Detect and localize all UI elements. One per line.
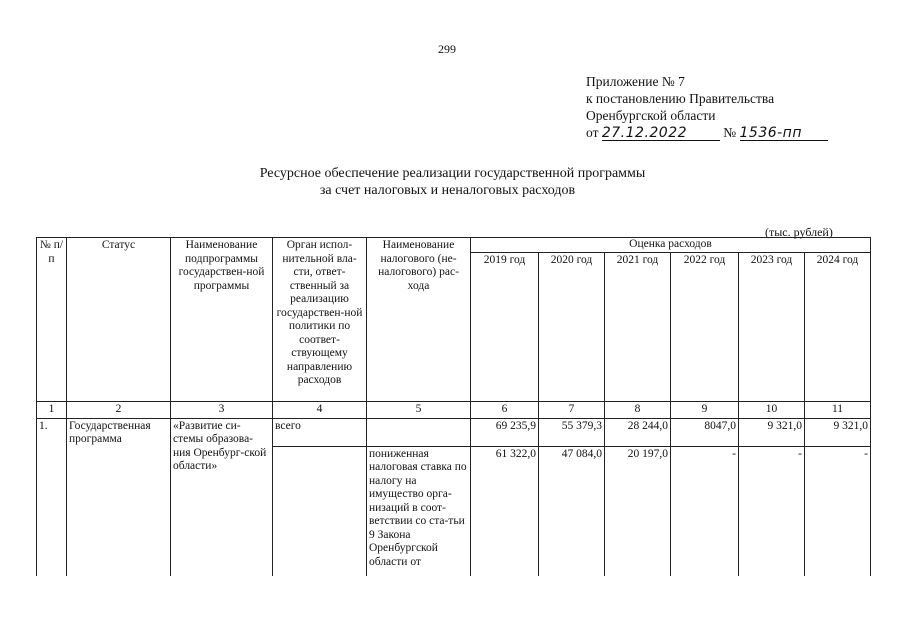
column-number: 5 [367, 402, 471, 419]
value-2020: 55 379,3 [539, 418, 605, 446]
value-2020: 47 084,0 [539, 446, 605, 576]
column-number: 11 [805, 402, 871, 419]
handwritten-number: 1536-пп [739, 125, 802, 141]
title-line-2: за счет налоговых и неналоговых расходов [319, 183, 576, 198]
row-subprogram: «Развитие си-стемы образова-ния Оренбург-ской области» [171, 418, 273, 576]
header-status: Статус [67, 238, 171, 402]
column-number: 1 [37, 402, 67, 419]
units-label: (тыс. рублей) [765, 225, 833, 239]
header-year-2022: 2022 год [671, 253, 739, 402]
header-subprogram: Наименование подпрограммы государствен-ной программы [171, 238, 273, 402]
header-year-2021: 2021 год [605, 253, 671, 402]
appendix-date-line [586, 124, 828, 141]
value-2022: - [671, 446, 739, 576]
row-expense-name [367, 418, 471, 446]
header-estimate: Оценка расходов [471, 238, 871, 253]
page-number: 299 [438, 42, 456, 56]
header-year-2019: 2019 год [471, 253, 539, 402]
value-2024: - [805, 446, 871, 576]
header-num: № п/п [37, 238, 67, 402]
value-2024: 9 321,0 [805, 418, 871, 446]
header-year-2023: 2023 год [739, 253, 805, 402]
row-status: Государственная программа [67, 418, 171, 576]
appendix-region: Оренбургской области [586, 108, 716, 123]
date-prefix: от [586, 125, 599, 140]
resource-table [36, 237, 871, 576]
column-number-row [37, 402, 871, 419]
column-number: 9 [671, 402, 739, 419]
row-agency: всего [273, 418, 367, 446]
header-agency: Орган испол-нительной вла-сти, ответ-ственный за реализацию государствен-ной политики по соответ-ствующему направлению расходов [273, 238, 367, 402]
column-number: 7 [539, 402, 605, 419]
column-number: 10 [739, 402, 805, 419]
value-2019: 61 322,0 [471, 446, 539, 576]
column-number: 2 [67, 402, 171, 419]
column-number: 8 [605, 402, 671, 419]
row-agency [273, 446, 367, 576]
row-number: 1. [37, 418, 67, 576]
title-line-1: Ресурсное обеспечение реализации государственной программы [259, 166, 646, 181]
appendix-block [586, 73, 828, 141]
value-2023: - [739, 446, 805, 576]
value-2019: 69 235,9 [471, 418, 539, 446]
date-underline [602, 126, 720, 141]
value-2023: 9 321,0 [739, 418, 805, 446]
value-2021: 20 197,0 [605, 446, 671, 576]
column-number: 3 [171, 402, 273, 419]
column-number: 4 [273, 402, 367, 419]
handwritten-date: 27.12.2022 [601, 125, 688, 141]
value-2022: 8047,0 [671, 418, 739, 446]
header-year-2024: 2024 год [805, 253, 871, 402]
row-expense-name: пониженная налоговая ставка по налогу на имущество орга-низаций в соот-ветствии со ста-тьи 9 Закона Оренбургской области от [367, 446, 471, 576]
document-title [0, 165, 905, 199]
number-prefix: № [723, 125, 737, 140]
column-number: 6 [471, 402, 539, 419]
header-year-2020: 2020 год [539, 253, 605, 402]
appendix-reference: к постановлению Правительства [586, 91, 775, 106]
header-expense-name: Наименование налогового (не-налогового) рас-хода [367, 238, 471, 402]
number-underline [740, 126, 828, 141]
value-2021: 28 244,0 [605, 418, 671, 446]
table-row [37, 418, 871, 446]
appendix-title: Приложение № 7 [586, 74, 685, 89]
